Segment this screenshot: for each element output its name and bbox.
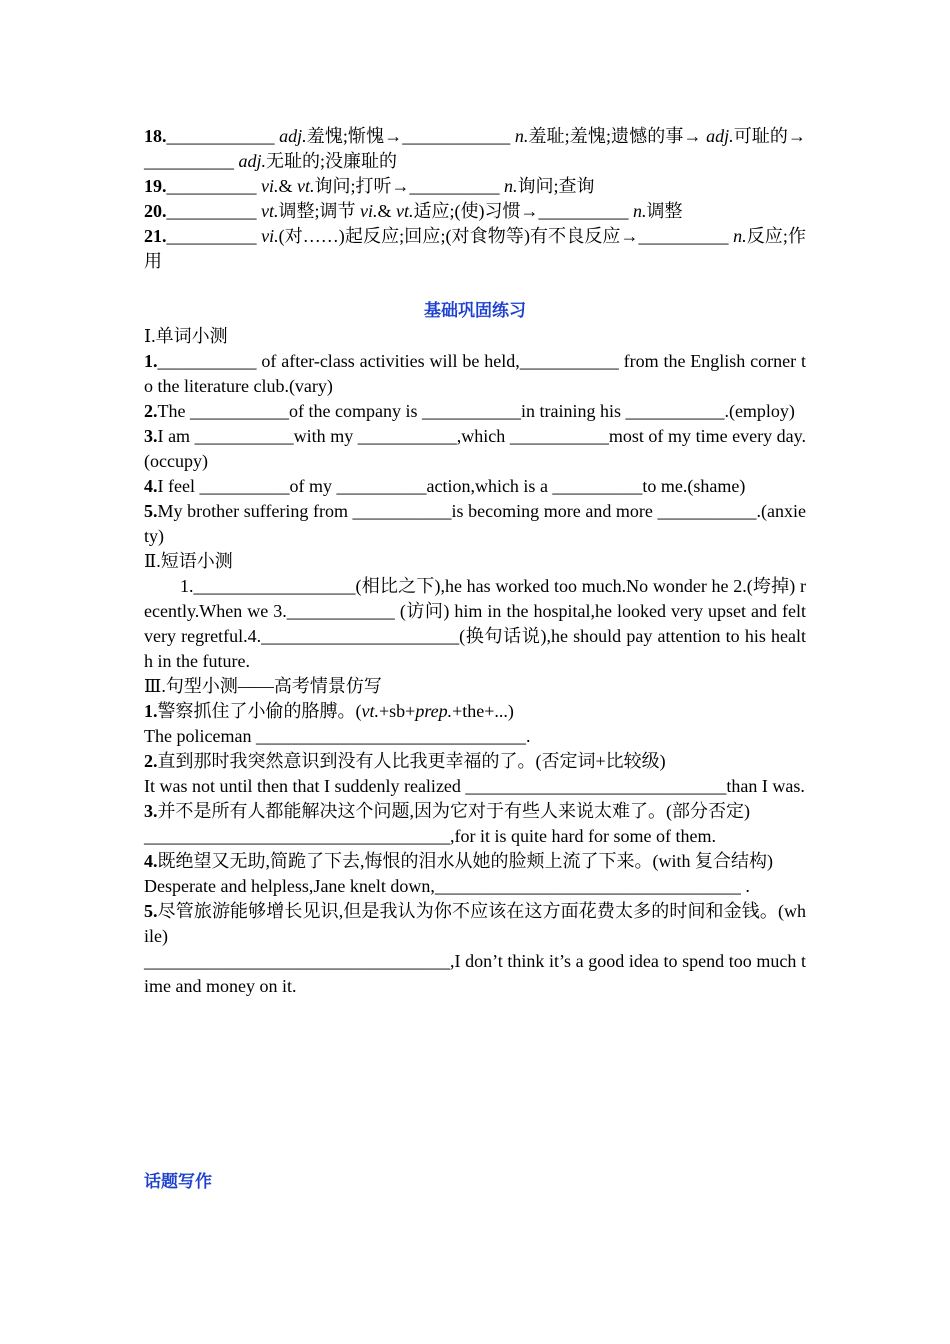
item-number: 3. bbox=[144, 801, 158, 821]
text-segment: vt. bbox=[396, 201, 414, 221]
text-segment: 警察抓住了小偷的胳膊。( bbox=[157, 701, 362, 721]
text-segment: My brother suffering from ___________is becoming more and more ___________.(anxiety) bbox=[144, 501, 806, 546]
text-segment: (对……)起反应;回应;(对食物等)有不良反应→__________ bbox=[278, 226, 734, 246]
paragraph bbox=[144, 174, 806, 199]
text-segment: 既绝望又无助,简跪了下去,悔恨的泪水从她的脸颊上流了下来。(with 复合结构) bbox=[157, 851, 773, 871]
item-number: 21. bbox=[144, 226, 167, 246]
paragraph bbox=[144, 349, 806, 399]
text-segment: 调整;调节 bbox=[278, 201, 361, 221]
paragraph bbox=[144, 199, 806, 224]
text-segment: ____________ bbox=[166, 126, 280, 146]
text-segment: Ⅲ.句型小测——高考情景仿写 bbox=[144, 676, 382, 696]
item-number: 18. bbox=[144, 126, 167, 146]
paragraph bbox=[144, 324, 806, 349]
item-number: 2. bbox=[144, 401, 158, 421]
text-segment: n. bbox=[733, 226, 747, 246]
text-segment: I feel __________of my __________action,which is a __________to me.(shame) bbox=[157, 476, 746, 496]
paragraph bbox=[144, 474, 806, 499]
text-segment: 询问;打听→__________ bbox=[314, 176, 505, 196]
text-segment: 无耻的;没廉耻的 bbox=[266, 151, 398, 171]
text-segment: & bbox=[377, 201, 397, 221]
section-heading-topic-writing: 话题写作 bbox=[144, 1172, 212, 1192]
text-segment: ___________ of after-class activities will be held,___________ from the English corner to the literature club.(vary) bbox=[144, 351, 806, 396]
document-body bbox=[144, 124, 806, 999]
section-heading bbox=[144, 299, 806, 324]
text-segment: 询问;查询 bbox=[517, 176, 595, 196]
text-segment: 羞愧;惭愧→____________ bbox=[306, 126, 515, 146]
text-segment: 直到那时我突然意识到没有人比我更幸福的了。(否定词+比较级) bbox=[157, 751, 666, 771]
text-segment: adj. bbox=[279, 126, 307, 146]
text-segment: 反应;作用 bbox=[144, 226, 806, 271]
text-segment: vi. bbox=[261, 176, 279, 196]
text-segment: +the+...) bbox=[452, 701, 514, 721]
text-segment: The policeman ______________________________. bbox=[144, 726, 531, 746]
text-segment: vt. bbox=[361, 701, 379, 721]
item-number: 20. bbox=[144, 201, 167, 221]
item-number: 1. bbox=[144, 351, 158, 371]
paragraph bbox=[144, 399, 806, 424]
item-number: 4. bbox=[144, 851, 158, 871]
text-segment: vi. bbox=[261, 226, 279, 246]
text-segment: vt. bbox=[261, 201, 279, 221]
text-segment: 适应;(使)习惯→__________ bbox=[413, 201, 634, 221]
paragraph bbox=[144, 549, 806, 574]
paragraph bbox=[144, 699, 806, 724]
text-segment: 并不是所有人都能解决这个问题,因为它对于有些人来说太难了。(部分否定) bbox=[157, 801, 750, 821]
text-segment: 1.__________________(相比之下),he has worked too much.No wonder he 2.(垮掉) recently.When we 3.____________ (访问) him in the hospital,he looked very upset and felt very regretful.4.______________________(换句话说),he should pay attention to his health in the future. bbox=[144, 576, 806, 671]
text-segment: __________________________________,for it is quite hard for some of them. bbox=[144, 826, 716, 846]
text-segment: __________________________________,I don’t think it’s a good idea to spend too much time and money on it. bbox=[144, 951, 806, 996]
paragraph bbox=[144, 774, 806, 799]
text-segment: 基础巩固练习 bbox=[424, 301, 526, 321]
paragraph bbox=[144, 849, 806, 874]
paragraph bbox=[144, 874, 806, 899]
text-segment: vi. bbox=[360, 201, 378, 221]
item-number: 5. bbox=[144, 501, 158, 521]
paragraph bbox=[144, 899, 806, 949]
paragraph bbox=[144, 799, 806, 824]
paragraph bbox=[144, 499, 806, 549]
text-segment: n. bbox=[504, 176, 518, 196]
text-segment: The ___________of the company is ___________in training his ___________.(employ) bbox=[157, 401, 795, 421]
paragraph bbox=[144, 724, 806, 749]
text-segment: __________ bbox=[166, 176, 261, 196]
paragraph bbox=[144, 824, 806, 849]
text-segment: 尽管旅游能够增长见识,但是我认为你不应该在这方面花费太多的时间和金钱。(while) bbox=[144, 901, 806, 946]
paragraph bbox=[144, 124, 806, 174]
text-segment: 羞耻;羞愧;遗憾的事→ bbox=[528, 126, 707, 146]
text-segment: n. bbox=[633, 201, 647, 221]
text-segment: & bbox=[278, 176, 298, 196]
text-segment: Ⅰ.单词小测 bbox=[144, 326, 228, 346]
paragraph bbox=[144, 274, 806, 299]
paragraph bbox=[144, 749, 806, 774]
text-segment: n. bbox=[514, 126, 529, 146]
text-segment: Desperate and helpless,Jane knelt down,__________________________________ . bbox=[144, 876, 750, 896]
text-segment: adj. bbox=[238, 151, 267, 171]
item-number: 4. bbox=[144, 476, 158, 496]
text-segment: I am ___________with my ___________,which ___________most of my time every day.(occupy) bbox=[144, 426, 806, 471]
text-segment: prep. bbox=[415, 701, 453, 721]
item-number: 5. bbox=[144, 901, 158, 921]
text-segment: adj. bbox=[706, 126, 734, 146]
text-segment: 可耻的→__________ bbox=[144, 126, 806, 171]
item-number: 3. bbox=[144, 426, 158, 446]
item-number: 1. bbox=[144, 701, 158, 721]
text-segment: vt. bbox=[297, 176, 315, 196]
text-segment: __________ bbox=[166, 201, 261, 221]
text-segment: +sb+ bbox=[379, 701, 416, 721]
text-segment: __________ bbox=[166, 226, 262, 246]
text-segment: It was not until then that I suddenly realized _____________________________than I was. bbox=[144, 776, 805, 796]
paragraph bbox=[144, 424, 806, 474]
paragraph bbox=[144, 574, 806, 674]
item-number: 2. bbox=[144, 751, 158, 771]
paragraph bbox=[144, 224, 806, 274]
paragraph bbox=[144, 674, 806, 699]
text-segment: 调整 bbox=[646, 201, 683, 221]
paragraph bbox=[144, 949, 806, 999]
text-segment: Ⅱ.短语小测 bbox=[144, 551, 233, 571]
item-number: 19. bbox=[144, 176, 167, 196]
